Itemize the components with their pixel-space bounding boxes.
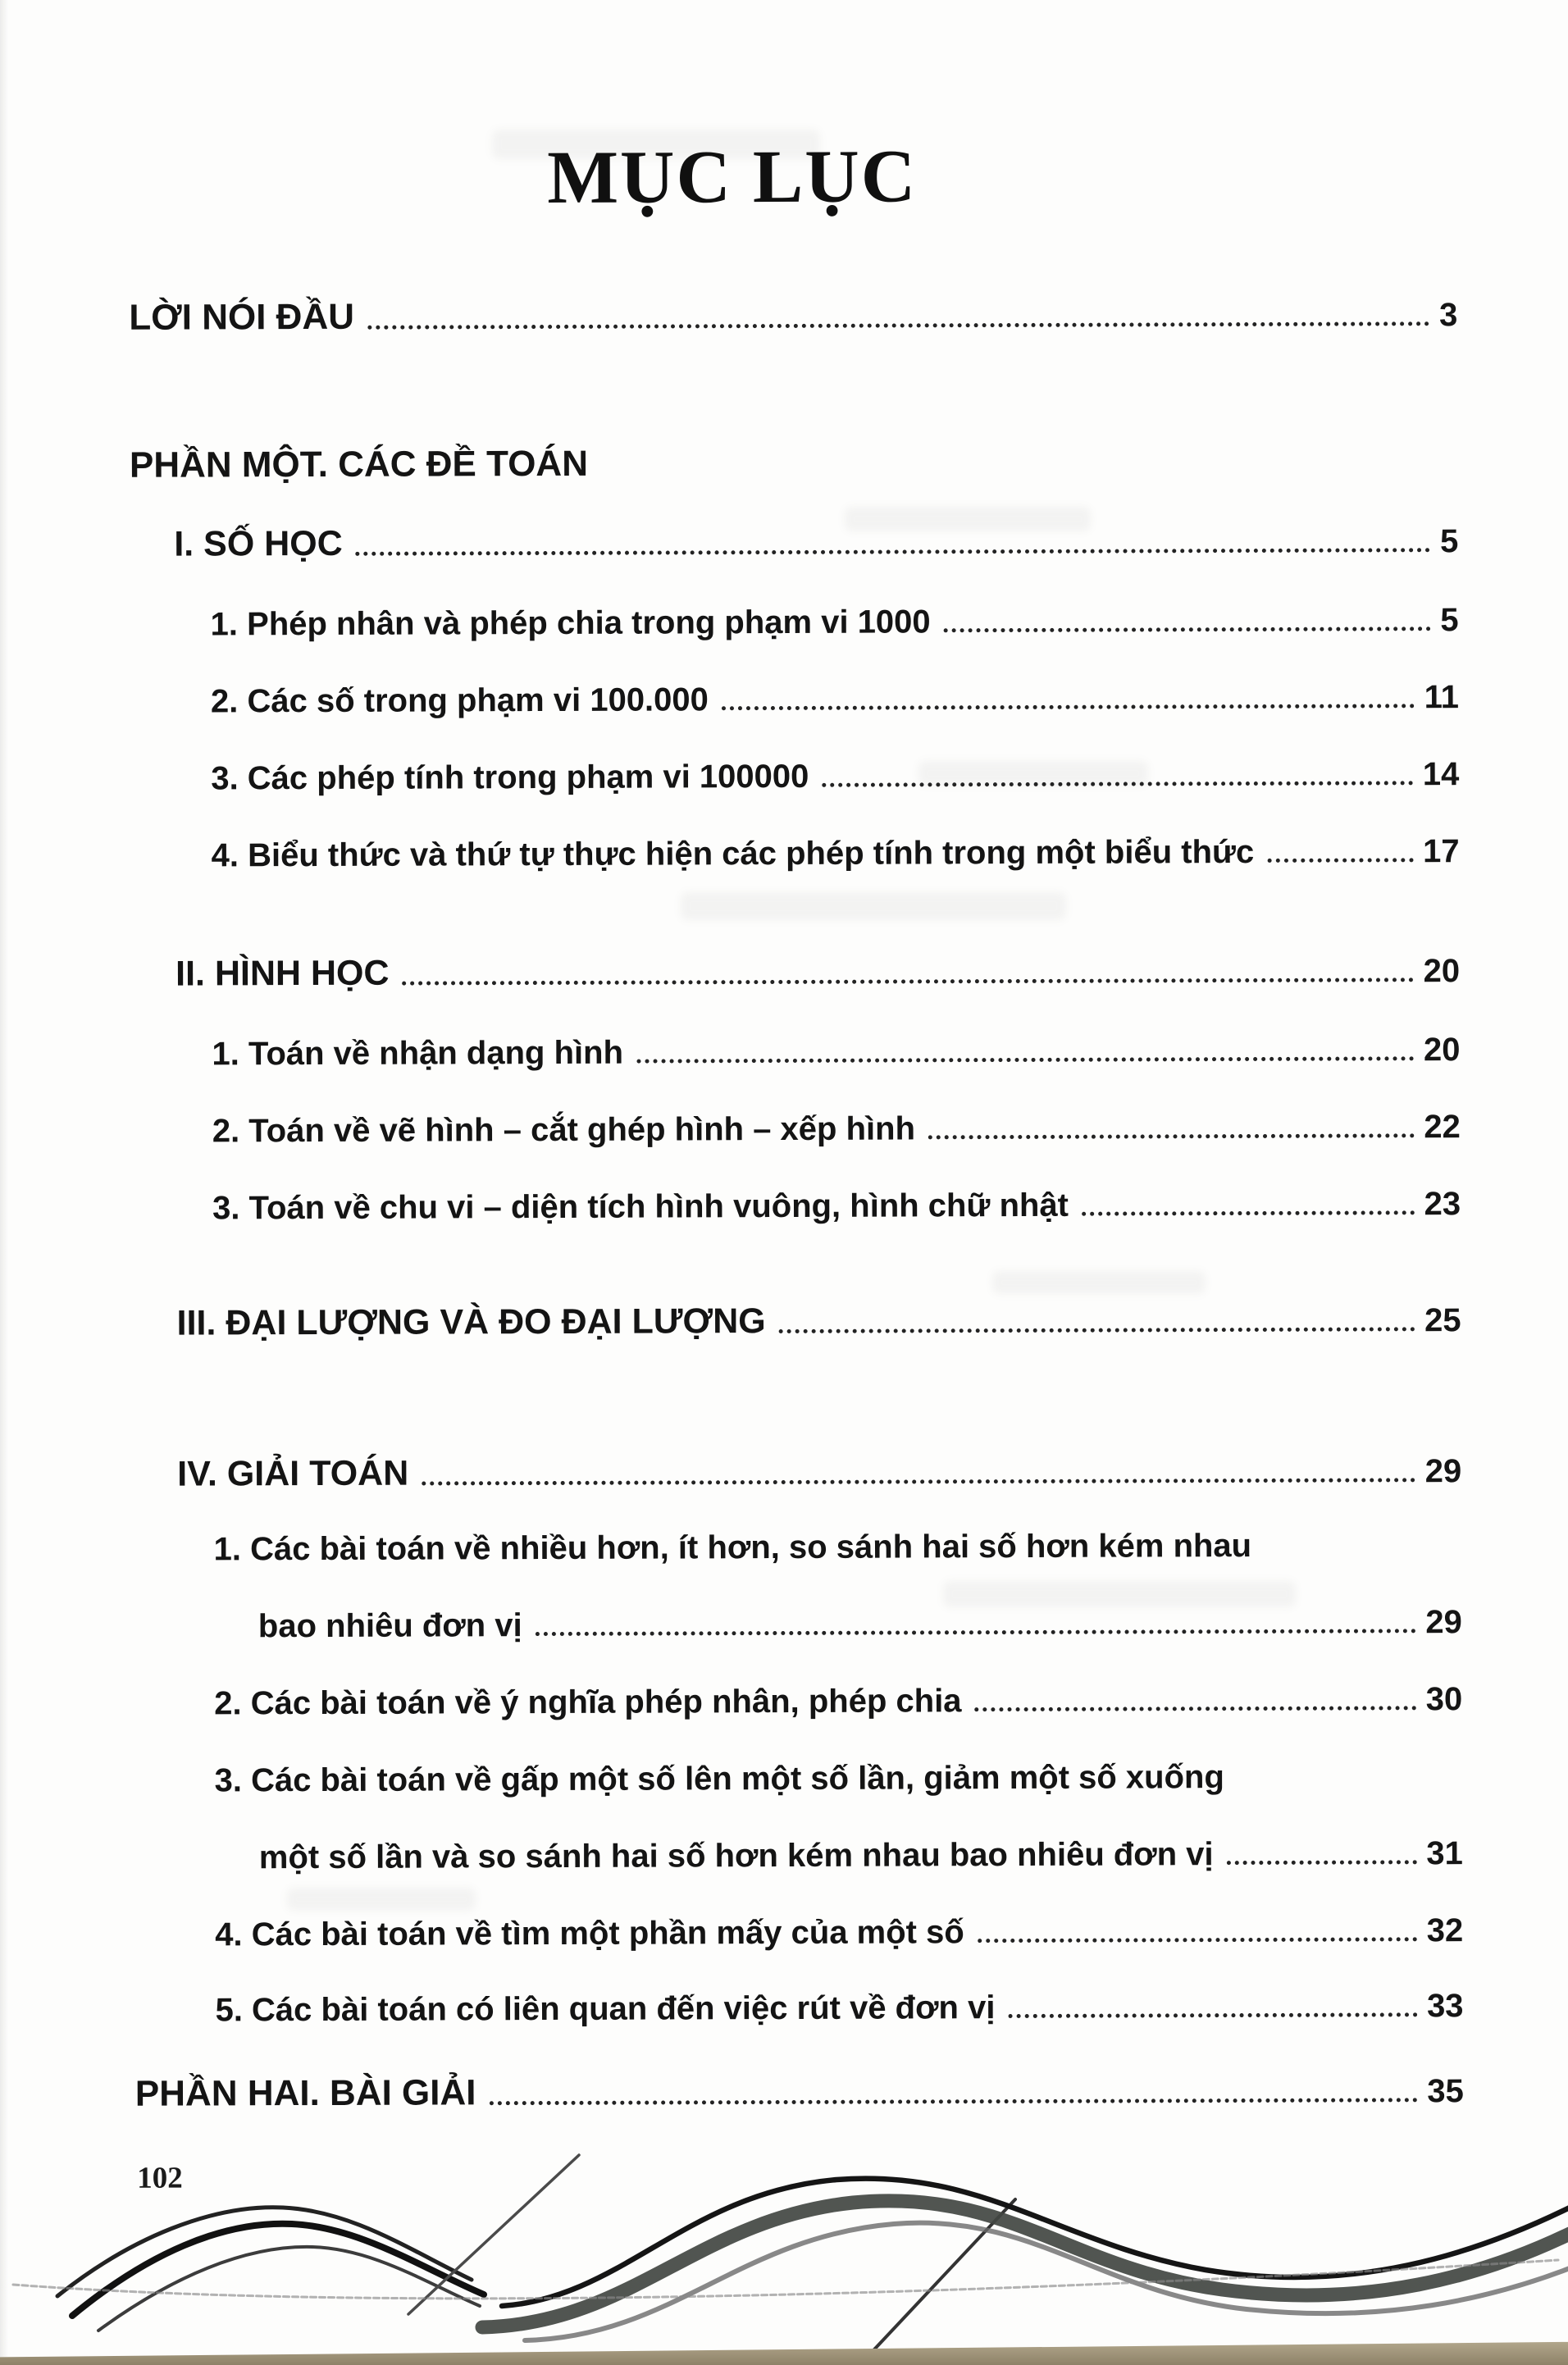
page-title: MỤC LỤC bbox=[547, 134, 918, 220]
toc-entry-label: IV. GIẢI TOÁN bbox=[177, 1453, 409, 1494]
toc-entry-line1 bbox=[214, 1748, 1224, 1799]
dot-leader bbox=[975, 1706, 1416, 1711]
dot-leader bbox=[1008, 2012, 1417, 2018]
toc-entry bbox=[215, 1902, 1463, 1953]
page-ref: 22 bbox=[1424, 1109, 1461, 1146]
page-ref: 23 bbox=[1424, 1186, 1461, 1223]
page-ref: 5 bbox=[1439, 523, 1459, 560]
toc-entry-label: 1. Phép nhân và phép chia trong phạm vi 1000 bbox=[210, 604, 931, 643]
toc-entry-label: 3. Các bài toán về gấp một số lên một số lần, giảm một số xuống bbox=[214, 1759, 1224, 1799]
page-ref: 29 bbox=[1425, 1604, 1462, 1641]
toc-entry bbox=[211, 823, 1459, 874]
dot-leader bbox=[403, 977, 1414, 985]
toc-entry bbox=[214, 1670, 1462, 1722]
folio-page-number: 102 bbox=[137, 2161, 183, 2195]
toc-entry-label: PHẦN HAI. BÀI GIẢI bbox=[134, 2072, 476, 2114]
toc-entry-label: bao nhiêu đơn vị bbox=[258, 1607, 522, 1645]
page-ref: 25 bbox=[1424, 1302, 1461, 1339]
dot-leader bbox=[1267, 858, 1413, 863]
dot-leader bbox=[944, 627, 1431, 632]
page-ref: 31 bbox=[1426, 1835, 1463, 1872]
toc-entry-label: 3. Các phép tính trong phạm vi 100000 bbox=[211, 758, 809, 797]
toc-entry-line1 bbox=[213, 1517, 1251, 1568]
toc-part-one-heading bbox=[130, 437, 588, 486]
page-ref: 17 bbox=[1423, 833, 1460, 870]
toc-entry-label: 4. Biểu thức và thứ tự thực hiện các phép tính trong một biểu thức bbox=[211, 833, 1255, 874]
toc-entry bbox=[212, 1175, 1461, 1227]
page-ref: 20 bbox=[1423, 953, 1461, 990]
toc-entry-preface bbox=[129, 286, 1457, 339]
page-ref: 30 bbox=[1425, 1681, 1463, 1718]
page-ref: 20 bbox=[1423, 1032, 1461, 1069]
page-ref: 14 bbox=[1422, 756, 1460, 793]
dot-leader bbox=[367, 321, 1429, 330]
dot-leader bbox=[636, 1056, 1414, 1063]
toc-entry-label: 1. Các bài toán về nhiều hơn, ít hơn, so sánh hai số hơn kém nhau bbox=[213, 1528, 1252, 1568]
toc-entry-label: III. ĐẠI LƯỢNG VÀ ĐO ĐẠI LƯỢNG bbox=[176, 1301, 766, 1343]
dot-leader bbox=[536, 1629, 1416, 1636]
dot-leader bbox=[356, 548, 1430, 556]
toc-entry bbox=[211, 745, 1459, 797]
toc-entry-line2 bbox=[258, 1593, 1462, 1645]
page-ref: 3 bbox=[1438, 297, 1458, 334]
page-ref: 11 bbox=[1424, 679, 1460, 716]
page-ref: 5 bbox=[1440, 602, 1459, 639]
toc-entry-label: I. SỐ HỌC bbox=[174, 523, 343, 564]
toc-entry-label: 1. Toán về nhận dạng hình bbox=[212, 1034, 624, 1073]
page-ref: 29 bbox=[1424, 1453, 1462, 1490]
page-ref: 35 bbox=[1427, 2073, 1464, 2110]
toc-entry-label: 5. Các bài toán có liên quan đến việc rút về đơn vị bbox=[215, 1989, 996, 2029]
toc-entry bbox=[211, 591, 1459, 643]
toc-entry bbox=[212, 1021, 1460, 1073]
toc-entry-label: 2. Các bài toán về ý nghĩa phép nhân, phép chia bbox=[214, 1683, 962, 1722]
toc-entry-label: II. HÌNH HỌC bbox=[175, 953, 390, 994]
toc-entry-label: 2. Toán về vẽ hình – cắt ghép hình – xếp hình bbox=[212, 1110, 916, 1150]
dot-leader bbox=[978, 1937, 1417, 1943]
dot-leader bbox=[422, 1478, 1415, 1485]
toc-entry-label: LỜI NÓI ĐẦU bbox=[129, 296, 355, 338]
dot-leader bbox=[1082, 1210, 1415, 1215]
wave-decoration bbox=[0, 2145, 1568, 2365]
toc-section-2 bbox=[175, 942, 1460, 994]
toc-entry-label: 4. Các bài toán về tìm một phần mấy của một số bbox=[215, 1914, 964, 1953]
toc-section-4 bbox=[177, 1442, 1461, 1494]
dot-leader bbox=[722, 704, 1415, 710]
toc-entry bbox=[211, 668, 1459, 720]
toc-entry-line2 bbox=[259, 1825, 1463, 1876]
toc-entry-label: PHẦN MỘT. CÁC ĐỀ TOÁN bbox=[129, 443, 589, 485]
dot-leader bbox=[928, 1133, 1414, 1139]
page-ref: 33 bbox=[1426, 1988, 1464, 2025]
toc-entry-label: một số lần và so sánh hai số hơn kém nhau bao nhiêu đơn vị bbox=[258, 1836, 1214, 1876]
page-ref: 32 bbox=[1426, 1912, 1464, 1949]
toc-section-1 bbox=[174, 513, 1458, 564]
dot-leader bbox=[779, 1327, 1415, 1333]
toc-entry bbox=[215, 1977, 1463, 2029]
toc-entry-label: 3. Toán về chu vi – diện tích hình vuông, hình chữ nhật bbox=[212, 1187, 1069, 1227]
toc-section-3 bbox=[176, 1292, 1461, 1343]
dot-leader bbox=[1227, 1860, 1417, 1865]
dot-leader bbox=[489, 2098, 1417, 2105]
toc-entry-label: 2. Các số trong phạm vi 100.000 bbox=[210, 681, 709, 720]
toc-part-two bbox=[135, 2062, 1464, 2115]
dot-leader bbox=[822, 781, 1412, 787]
toc-entry bbox=[212, 1098, 1461, 1150]
